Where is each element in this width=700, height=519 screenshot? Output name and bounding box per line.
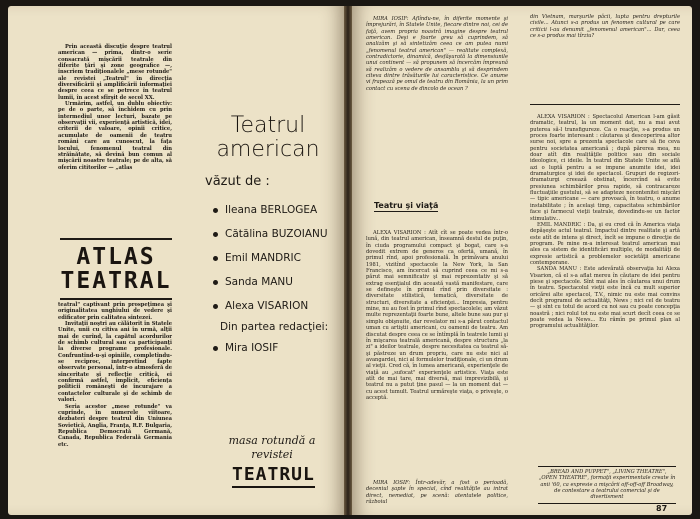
atlas-logo-line: ATLAS	[76, 244, 156, 270]
book-gutter	[344, 6, 352, 515]
bullet-icon	[213, 346, 218, 351]
intro-paragraph: Seria acestor „mese rotunde" va cuprinde, în numerele viitoare, dezbateri despre teatrul din Uniunea Sovietică, Anglia, Franţa, R.F. Bulgaria, Republica Democrată Germană, Canada, Republica Federală Germania etc.	[58, 403, 172, 448]
dialogue-paragraph: din Vietnam, marşurile păcii, lupta pentru drepturile civile... Atunci s-a produs un fenomen cultural pe care criticii l-au denumit „fenomenul american"... Dar, ceea ce s-a produs mai tîrziu?	[530, 14, 680, 40]
dialogue-paragraph: ALEXA VISARION : Atît cît se poate vedea într-o lună, din teatrul american, înseamnă destul de puţin, în ciuda programului compact şi bogat, care s-a dovedit extrem de generos ca ofertă, umană, în primul rînd, apoi profesională. În primăvara anului 1981, vizitînd spectacole la New York, la San Francisco, am încercat să cuprind ceea ce mi s-a părut mai semnificativ şi mai reprezentativ şi să extrag esenţialul din această vastă manifestare, care se defineşte în primul rînd prin diversitate : diversitate stilistică, tematică, diversitate de structuri, diversitate a eficienţei... Impresia, pentru mine, nu au fost în primul rînd spectacolele; am văzut multe reprezentaţii foarte bune, altele bune sau pur şi simplu obişnuite, dar revelator mi s-a părut contactul uman cu artiştii americani, cu oamenii de teatru. Am discutat despre ceea ce se întîmplă în teatrele lumii şi în mişcarea teatrală americană, despre structura „la zi" a ideilor teatrale, despre necesitatea ca teatrul să-şi păstreze un drum propriu, care nu este nici al avangardei, nici al formulelor tradiţionale, ci un drum al vieţii. Cred că, în lumea americană, experienţele de viaţă au „sufocat" experienţele artistice. Viaţa este atît de mai tare, mai diversă, mai imprevizibilă, şi teatrul nu a putut ţine pasul — la un moment dat — cu acest tumult. Teatrul urmăreşte viaţa, o priveşte, o acceptă.	[366, 230, 508, 401]
intro-paragraph: Prin această discuţie despre teatrul american — prima, dintr-o serie consacrată mişcării teatrale din diferite ţări şi zone geografice —, înscriem tradiţionalele „mese rotunde" ale revistei „Teatrul" în direcţia diversificării şi amplificării informaţiei despre ceea ce se petrece în teatrul lumii, în acest sfîrşit de secol XX.	[58, 44, 172, 101]
participant-name: Cătălina BUZOIANU	[225, 228, 328, 240]
participant-item	[213, 222, 328, 246]
participant-item	[213, 246, 328, 270]
participants-list	[213, 198, 328, 318]
bullet-icon	[213, 256, 218, 261]
editorial-member	[213, 336, 278, 360]
dialogue-paragraph: EMIL MANDRIC : Da, şi eu cred că în America viaţa depăşeşte actul teatral. Impactul dintre realitate şi artă este atît de intens şi direct, încît se impune o direcţie de program. Pe mine m-a interesat teatrul american mai ales ca sistem de identificări multiple, de modalităţi de expresie artistică a problemelor societăţii americane contemporane.	[530, 221, 680, 266]
round-table-caption	[196, 434, 344, 462]
bullet-icon	[213, 208, 218, 213]
section-heading: Teatru şi viaţă	[374, 201, 439, 210]
title-line: Teatrul	[230, 113, 306, 138]
dialogue-column-1	[366, 230, 508, 401]
intro-paragraph: teatral" captivant prin prospeţimea şi originalitatea unghiului de vedere şi edificator prin calitatea sintezei.	[58, 302, 172, 321]
caption-line: revistei	[251, 448, 293, 461]
participant-name: Mira IOSIF	[225, 342, 279, 354]
dialogue-paragraph: MIRA IOSIF: Într-adevăr, a fost o perioadă, deceniul şapte în special, cînd realităţile au intrat direct, nemediat, pe scenă: atentatele politice, războiul	[366, 480, 508, 506]
bullet-icon	[213, 280, 218, 285]
article-title	[198, 114, 338, 162]
intro-paragraph: Urmărim, astfel, un dublu obiectiv: pe de o parte, să închidem cu prin intermediul unor lecturi, bazate pe observaţii vii, experienţă artistică, idei, criterii de valoare, opinii critice, acumulate de oamenii de teatru români care au cunoscut, la faţa locului, fenomenul teatral din străinătate, să devină bun comun al mişcării noastre teatrale; pe de alta, să oferim cititorilor — „atlas	[58, 101, 172, 171]
divider	[530, 104, 680, 105]
participant-item	[213, 198, 328, 222]
intro-column	[58, 44, 172, 171]
participant-item	[213, 294, 328, 318]
dialogue-column-2	[530, 114, 680, 330]
dialogue-paragraph: ALEXA VISARION : Spectacolul American l-am găsit dramatic, teatrul, la un moment dat, nu a mai avut puterea să-l transfigureze. Ca o reacţie, s-a produs un proces foarte interesant : căutarea şi descoperirea altor surse noi, spre a prezenta spectacole care să fie ceva pentru societatea americană ; după părerea mea, nu doar atît din realităţile politice sau din sociale ideologice, ci ideile. În teatrul din Statele Unite se află azi o luptă pentru a se impune anumite idei, idei dramaturgice şi idei de spectacol. Grupuri de regizori-dramaturgi creează obstinat, încercînd să evite presiunea schimbărilor prea rapide, să contracareze fluctuaţiile gustului, să se adapteze necontenitei mişcări — tipic americane — care provoacă, în teatru, o anume instabilitate ; în acelaşi timp, capacitatea schimbărilor face şi farmecul vieţii teatrale, dovedindu-se un factor stimulativ...	[530, 114, 680, 222]
footnote-box: „BREAD AND PUPPET", „LIVING THEATRE", „OPEN THEATRE", formaţii experimentale create în anii '60, ca expresie a mişcării off-off-off Broadway, de contestare a teatrului comercial şi de divertisment	[538, 466, 676, 504]
editorial-label: Din partea redacţiei:	[220, 321, 329, 333]
participant-item	[213, 336, 278, 360]
moderator-remark-continued	[530, 14, 680, 39]
moderator-remark	[366, 480, 508, 505]
dialogue-paragraph: MIRA IOSIF: Aflîndu-ne, în diferite momente şi împrejurări, în Statele Unite, fiecare dintre noi, cei de faţă, avem propria noastră imagine despre teatrul american. Deşi e foarte greu să cuprindem, să analizăm şi să sintetizăm ceea ce am putea numi „fenomenul teatral american" — realitate complexă, contradictorie, dinamică, desfăşurată la dimensiunile unui continent — să propunem să încercăm împreună să realizăm o vedere de ansamblu şi să desprindem citeva dintre trăsăturile lui caracteristice. Ce anume vi frapează pe omul de teatru din România, la un prim contact cu scena de dincolo de ocean ?	[366, 16, 508, 92]
moderator-question	[366, 16, 508, 92]
atlas-teatral-logo	[60, 238, 172, 300]
seen-by-label: văzut de :	[205, 174, 270, 189]
atlas-logo-line: TEATRAL	[60, 268, 172, 294]
teatrul-logo: TEATRUL	[232, 464, 315, 488]
intro-continued-column	[58, 302, 172, 448]
participant-name: Ileana BERLOGEA	[225, 204, 318, 216]
page-number: 87	[656, 504, 668, 513]
intro-paragraph: Invitaţii noştri au călătorit în Statele Unite, unii cu citiva ani în urmă, alţii mai de curînd, la capătul acordurilor de schimb cultural sau ca participanţi la diverse programe profesionale. Confruntînd-u-şi opiniile, completîndu-se reciproc, interpretînd fapte observate personal, într-o atmosferă de sinceritate şi reflecţie critică, ei confirmă astfel, implicit, eficienţa politicii româneşti de încurajare a contactelor culturale şi de schimb de valori.	[58, 321, 172, 404]
dialogue-paragraph: SANDA MANU : Este adevărată observaţia lui Alexa Visarion, că el s-a aflat mereu în căutare de idei pentru piese şi spectacole. Sînt mai ales în căutarea unui drum în teatru. Spectacolul vieţii este încă cu mult superior oricărei alte spectacol, T.V., nimic nu este mai convins decît programul de actualităţi, News ; nici cel de teatru — şi sînt cu totul de acord cu noi sau cu poate concepţia noastră ; nici rolul tot nu este mai scurt decît ceea ce se poate vedea la News... Eu rămîn pe primul plan al programului actualităţilor.	[530, 266, 680, 330]
bullet-icon	[213, 232, 218, 237]
bullet-icon	[213, 304, 218, 309]
title-line: american	[216, 137, 320, 162]
participant-name: Emil MANDRIC	[225, 252, 301, 264]
participant-name: Alexa VISARION	[225, 300, 309, 312]
right-page	[352, 6, 692, 515]
left-page	[8, 6, 344, 515]
caption-line: masa rotundă a	[228, 434, 316, 447]
participant-item	[213, 270, 328, 294]
participant-name: Sanda MANU	[225, 276, 293, 288]
